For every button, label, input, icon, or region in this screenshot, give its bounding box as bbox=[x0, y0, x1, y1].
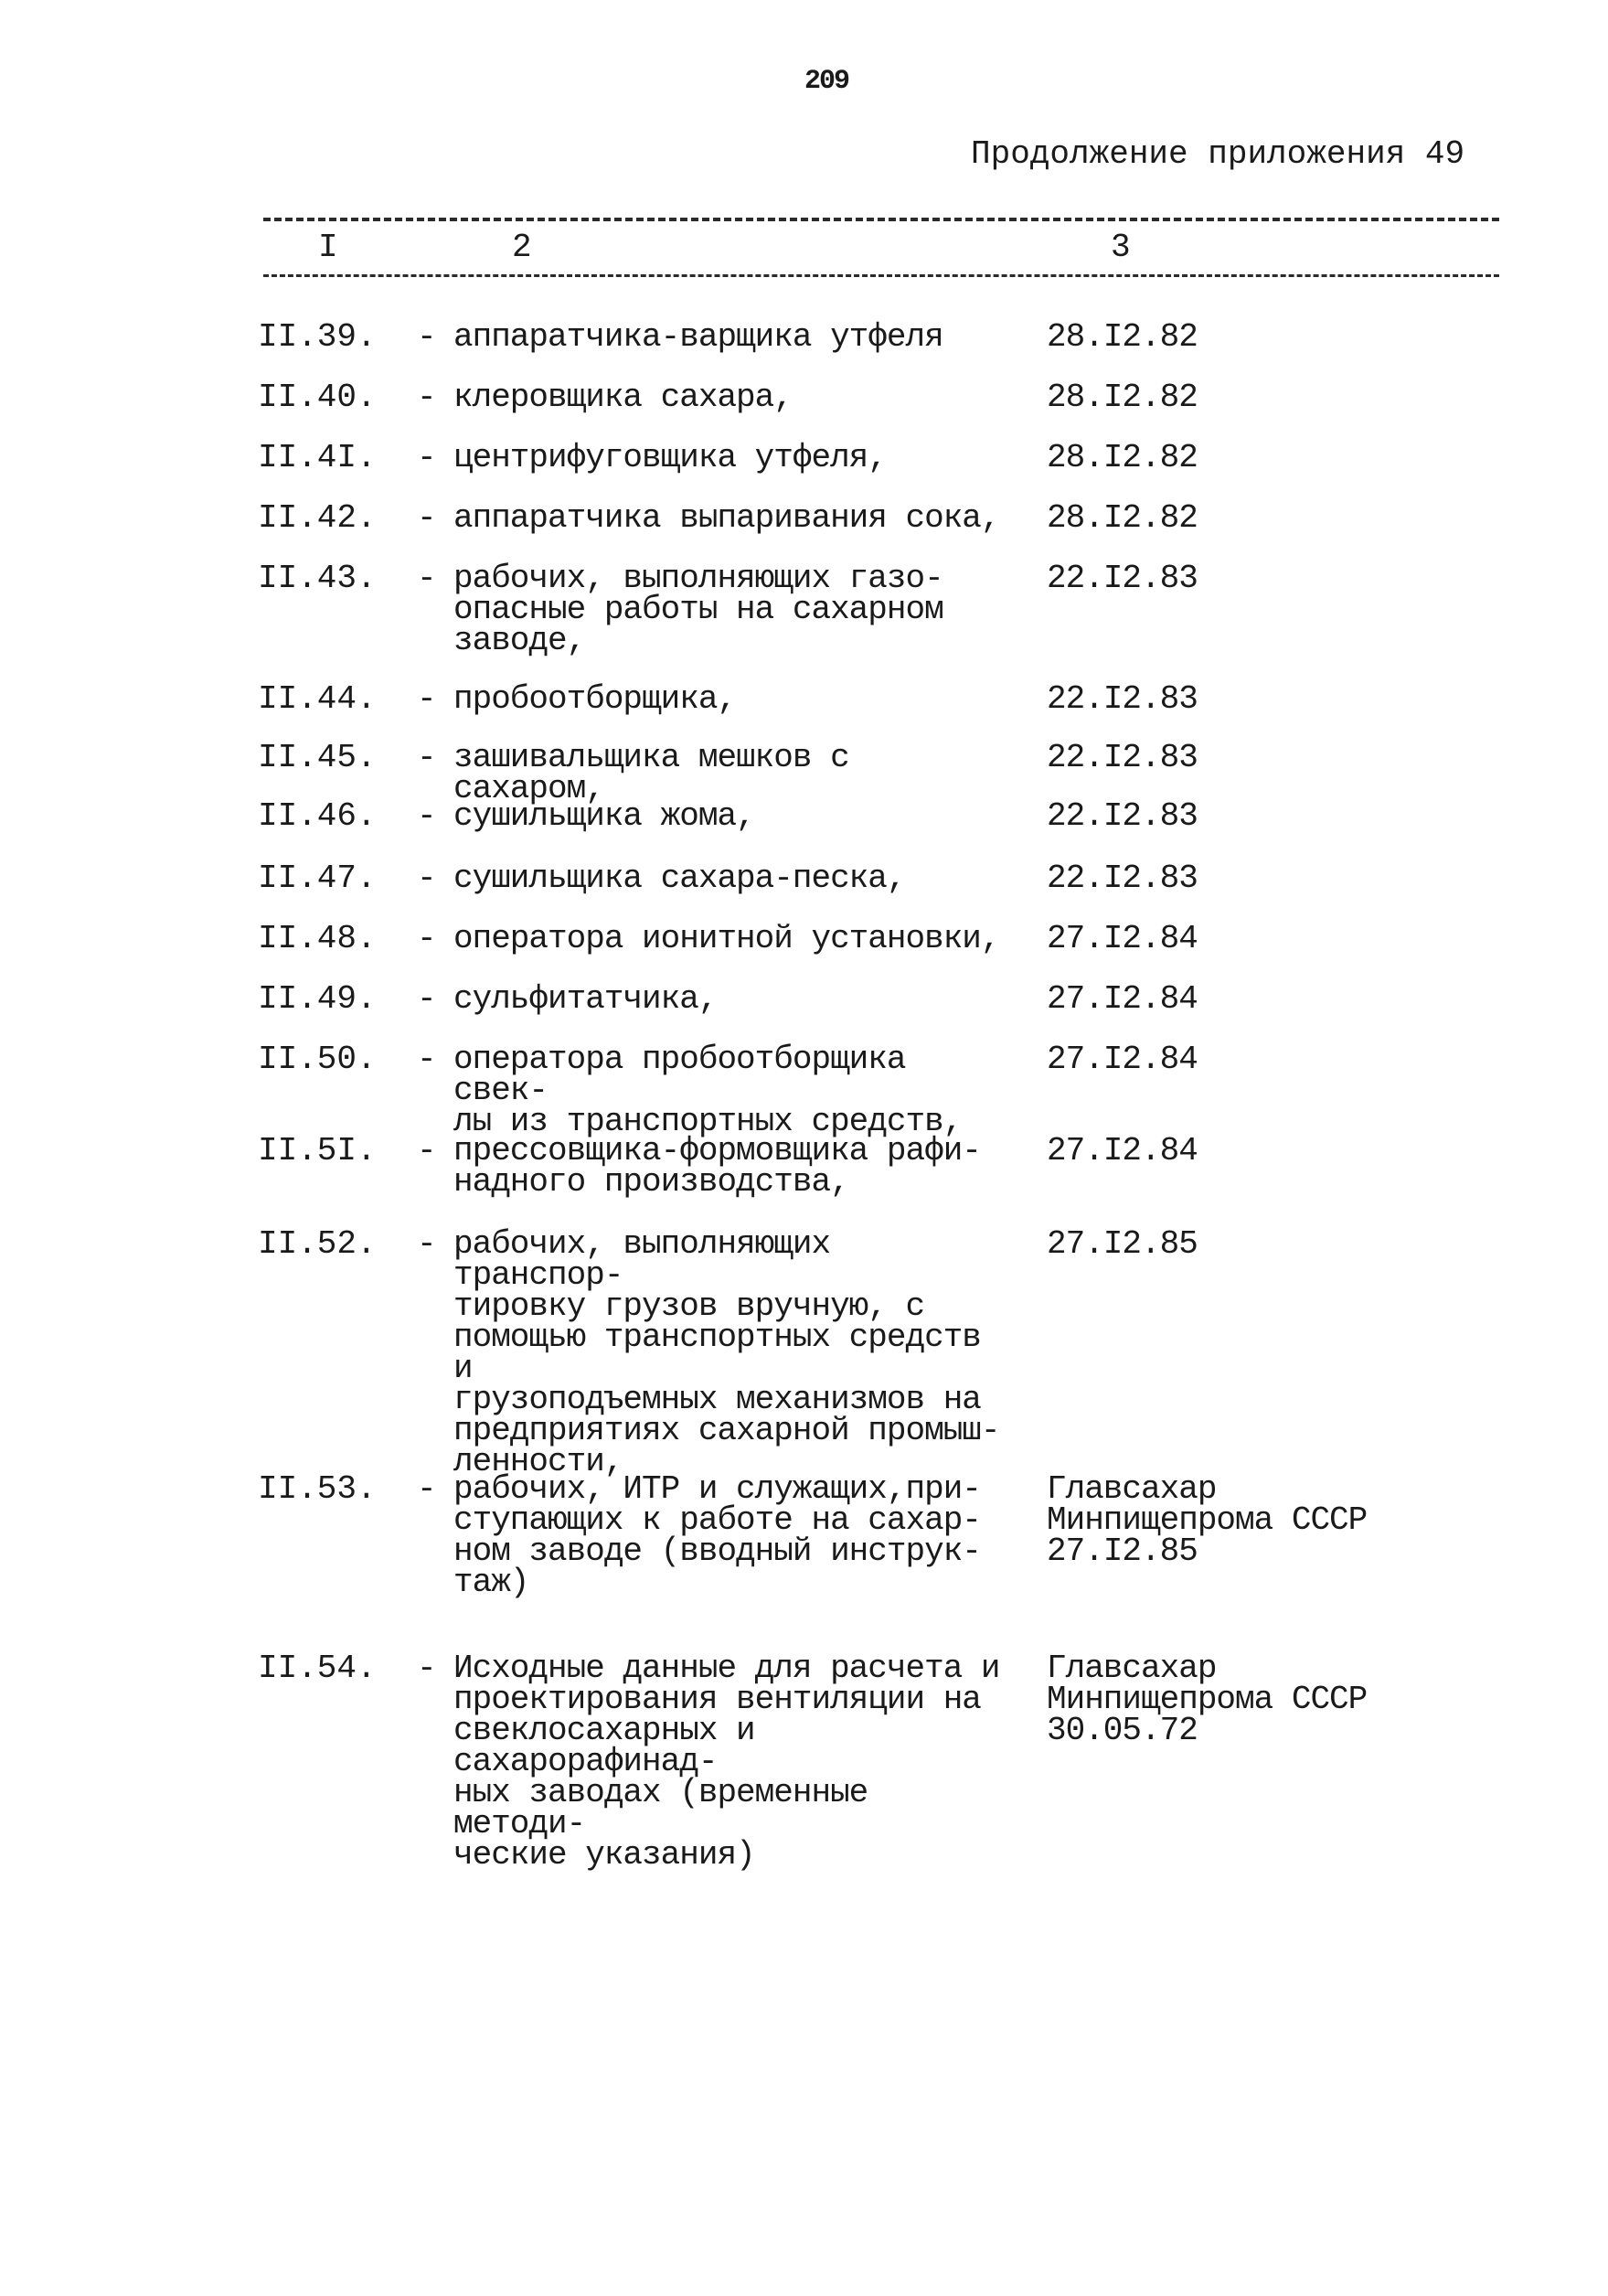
row-reference: 22.I2.83 bbox=[1047, 680, 1198, 718]
row-dash: - bbox=[417, 1470, 437, 1508]
row-dash: - bbox=[417, 560, 437, 597]
row-dash: - bbox=[417, 1132, 437, 1169]
row-description: оператора ионитной установки, bbox=[453, 920, 1000, 957]
row-dash: - bbox=[417, 439, 437, 476]
row-number: II.44. bbox=[258, 680, 377, 718]
row-reference: 28.I2.82 bbox=[1047, 439, 1198, 476]
row-number: II.5I. bbox=[258, 1132, 377, 1169]
row-reference: 28.I2.82 bbox=[1047, 379, 1198, 416]
row-dash: - bbox=[417, 920, 437, 957]
row-reference: Главсахар Минпищепрома СССР 30.05.72 bbox=[1047, 1650, 1368, 1749]
row-reference: 27.I2.85 bbox=[1047, 1225, 1198, 1263]
row-description: клеровщика сахара, bbox=[453, 379, 793, 416]
row-description: рабочих, выполняющих газо- опасные работы на сахарном заводе, bbox=[453, 560, 943, 659]
row-number: II.39. bbox=[258, 318, 377, 356]
row-description: зашивальщика мешков с сахаром, bbox=[453, 739, 849, 807]
row-dash: - bbox=[417, 797, 437, 835]
row-number: II.53. bbox=[258, 1470, 377, 1508]
row-number: II.45. bbox=[258, 739, 377, 776]
continuation-caption: Продолжение приложения 49 bbox=[971, 135, 1465, 173]
row-number: II.50. bbox=[258, 1041, 377, 1078]
row-reference: 27.I2.84 bbox=[1047, 920, 1198, 957]
table-top-rule bbox=[263, 218, 1499, 221]
row-number: II.54. bbox=[258, 1650, 377, 1687]
row-description: центрифуговщика утфеля, bbox=[453, 439, 887, 476]
row-dash: - bbox=[417, 318, 437, 356]
row-dash: - bbox=[417, 1225, 437, 1263]
row-reference: 28.I2.82 bbox=[1047, 318, 1198, 356]
row-description: рабочих, выполняющих транспор- тировку грузов вручную, с помощью транспортных средств и грузоподъемных механизмов на предприятиях сахарной промыш- ленности, bbox=[453, 1225, 1000, 1480]
row-number: II.43. bbox=[258, 560, 377, 597]
row-description: прессовщика-формовщика рафи- надного производства, bbox=[453, 1132, 981, 1201]
column-header-2: 2 bbox=[512, 229, 532, 266]
row-reference: 27.I2.84 bbox=[1047, 1132, 1198, 1169]
row-reference: 28.I2.82 bbox=[1047, 499, 1198, 537]
row-description: сульфитатчика, bbox=[453, 980, 718, 1018]
row-number: II.47. bbox=[258, 860, 377, 897]
row-number: II.40. bbox=[258, 379, 377, 416]
row-dash: - bbox=[417, 680, 437, 718]
row-description: сушильщика жома, bbox=[453, 797, 755, 835]
row-description: аппаратчика-варщика утфеля bbox=[453, 318, 943, 356]
column-header-1: I bbox=[318, 229, 338, 266]
row-dash: - bbox=[417, 379, 437, 416]
row-dash: - bbox=[417, 860, 437, 897]
row-number: II.46. bbox=[258, 797, 377, 835]
row-dash: - bbox=[417, 1650, 437, 1687]
row-reference: 22.I2.83 bbox=[1047, 560, 1198, 597]
row-number: II.42. bbox=[258, 499, 377, 537]
column-header-3: 3 bbox=[1111, 229, 1131, 266]
row-number: II.49. bbox=[258, 980, 377, 1018]
row-dash: - bbox=[417, 980, 437, 1018]
row-reference: Главсахар Минпищепрома СССР 27.I2.85 bbox=[1047, 1470, 1368, 1570]
row-description: пробоотборщика, bbox=[453, 680, 737, 718]
row-description: сушильщика сахара-песка, bbox=[453, 860, 906, 897]
row-number: II.52. bbox=[258, 1225, 377, 1263]
row-reference: 22.I2.83 bbox=[1047, 797, 1198, 835]
row-number: II.4I. bbox=[258, 439, 377, 476]
row-reference: 27.I2.84 bbox=[1047, 1041, 1198, 1078]
row-reference: 22.I2.83 bbox=[1047, 739, 1198, 776]
row-dash: - bbox=[417, 1041, 437, 1078]
row-description: рабочих, ИТР и служащих,при- ступающих к работе на сахар- ном заводе (вводный инструк- таж) bbox=[453, 1470, 981, 1601]
row-dash: - bbox=[417, 499, 437, 537]
row-number: II.48. bbox=[258, 920, 377, 957]
row-reference: 27.I2.84 bbox=[1047, 980, 1198, 1018]
row-description: Исходные данные для расчета и проектирования вентиляции на свеклосахарных и сахарорафинад- ных заводах (временные методи- ческие указания) bbox=[453, 1650, 1000, 1874]
row-description: оператора пробоотборщика свек- лы из транспортных средств, bbox=[453, 1041, 963, 1140]
row-dash: - bbox=[417, 739, 437, 776]
table-header-rule bbox=[263, 274, 1499, 277]
page-number: 209 bbox=[804, 66, 849, 97]
row-reference: 22.I2.83 bbox=[1047, 860, 1198, 897]
row-description: аппаратчика выпаривания сока, bbox=[453, 499, 1000, 537]
